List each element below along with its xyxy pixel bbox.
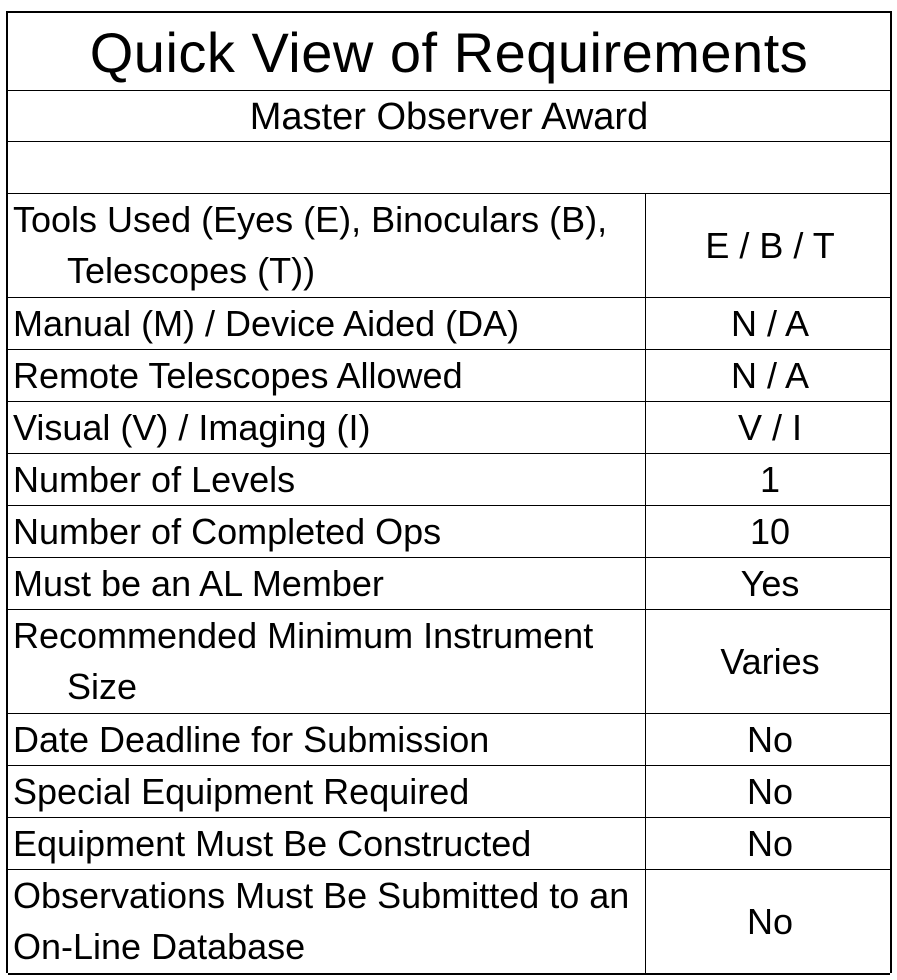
requirement-label: Number of Levels: [13, 458, 296, 500]
requirement-row-tools-used: [8, 194, 890, 298]
requirement-value: No: [746, 900, 794, 942]
requirement-label: Number of Completed Ops: [13, 510, 442, 552]
requirement-row-visual-imaging: [8, 402, 890, 454]
requirement-row-minimum-instrument: [8, 610, 890, 714]
requirement-value: Varies: [720, 640, 820, 682]
requirement-label: Recommended Minimum Instrument Size: [13, 615, 594, 707]
requirement-label-cell: [8, 714, 646, 765]
requirement-row-online-database: [8, 870, 890, 975]
requirement-value: 10: [749, 510, 791, 552]
requirement-value: No: [746, 770, 794, 812]
requirement-row-date-deadline: [8, 714, 890, 766]
requirement-label: Special Equipment Required: [13, 770, 470, 812]
requirement-label-cell: [8, 454, 646, 505]
requirement-value: No: [746, 822, 794, 864]
requirement-label-cell: [8, 610, 646, 713]
requirement-value: Yes: [740, 562, 800, 604]
requirement-label-cell: [8, 350, 646, 401]
award-name: Master Observer Award: [249, 96, 649, 138]
requirement-label-cell: [8, 402, 646, 453]
requirement-label: Remote Telescopes Allowed: [13, 354, 463, 396]
requirement-row-number-of-levels: [8, 454, 890, 506]
subtitle-row: [8, 91, 890, 142]
requirement-label-cell: [8, 818, 646, 869]
requirement-label: Must be an AL Member: [13, 562, 384, 604]
requirement-label: Date Deadline for Submission: [13, 718, 490, 760]
page-title: Quick View of Requirements: [89, 20, 809, 84]
requirement-row-special-equipment: [8, 766, 890, 818]
requirement-label-cell: [8, 506, 646, 557]
requirement-value: V / I: [737, 406, 803, 448]
requirement-value: 1: [759, 458, 781, 500]
requirement-row-al-member: [8, 558, 890, 610]
requirement-row-remote-telescopes: [8, 350, 890, 402]
requirement-row-manual-device: [8, 298, 890, 350]
requirement-row-equipment-constructed: [8, 818, 890, 870]
requirement-label-cell: [8, 558, 646, 609]
requirement-label: Manual (M) / Device Aided (DA): [13, 302, 520, 344]
requirement-label: Equipment Must Be Constructed: [13, 822, 532, 864]
requirements-sheet: [6, 11, 892, 973]
requirement-value: E / B / T: [705, 224, 835, 266]
requirement-value: No: [746, 718, 794, 760]
requirement-value: N / A: [730, 354, 810, 396]
requirement-label: Visual (V) / Imaging (I): [13, 406, 371, 448]
requirement-label-cell: [8, 870, 646, 973]
title-row: [8, 13, 890, 91]
requirement-label-cell: [8, 298, 646, 349]
requirement-row-completed-ops: [8, 506, 890, 558]
requirement-value: N / A: [730, 302, 810, 344]
requirement-label-cell: [8, 194, 646, 297]
requirement-label-cell: [8, 766, 646, 817]
requirement-label: Tools Used (Eyes (E), Binoculars (B), Telescopes (T)): [13, 199, 608, 291]
blank-row: [8, 142, 890, 194]
requirement-label: Observations Must Be Submitted to an On-Line Database: [13, 875, 630, 967]
